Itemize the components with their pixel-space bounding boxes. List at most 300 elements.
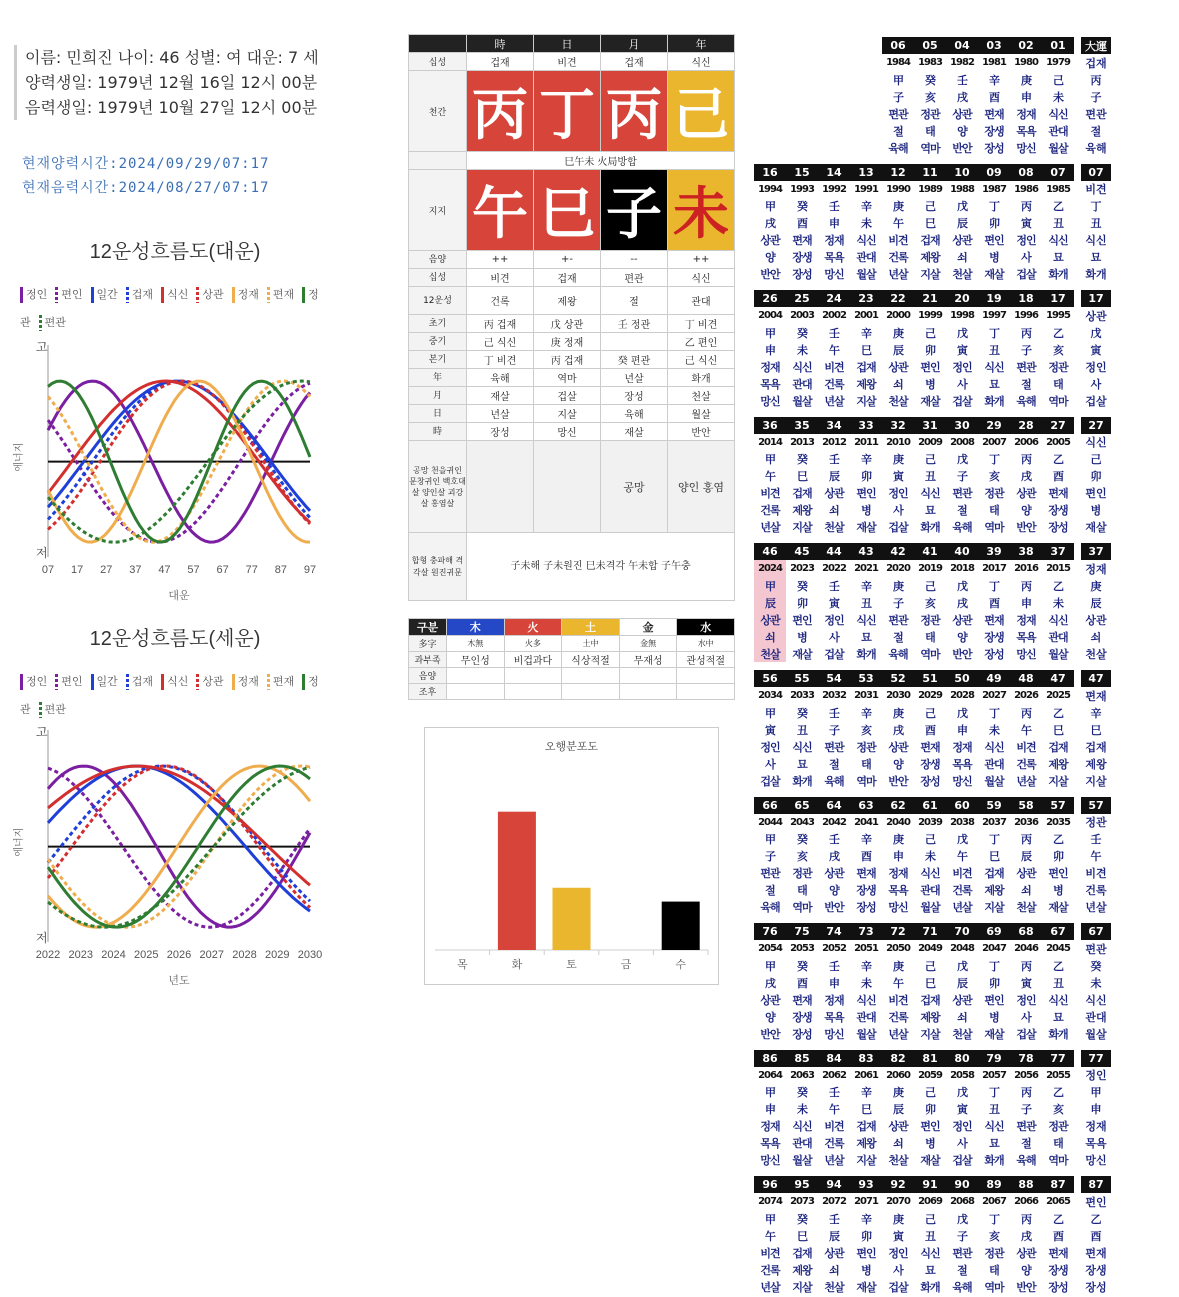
daeun-block: [754, 290, 1074, 409]
saju-cell: 己 식신: [467, 333, 534, 351]
grid-cell-years: 2018: [950, 563, 974, 575]
grid-cell-ages: 41: [914, 543, 946, 560]
grid-cell-s1: 편재: [920, 740, 940, 754]
grid-cell-s3: 망신: [952, 774, 972, 788]
x-tick-label: 2025: [134, 949, 159, 961]
daeun-cell: 상관: [1085, 309, 1107, 323]
grid-cell-years: 2063: [790, 1069, 814, 1081]
grid-cell-s1: 정관: [856, 740, 876, 754]
grid-cell-s3: 역마: [856, 774, 876, 788]
grid-cell-s1: 정관: [920, 107, 940, 121]
ohaeng-cell: 식상적절: [562, 652, 620, 668]
grid-cell-ages: 84: [818, 1050, 850, 1067]
grid-cell-s1: 정인: [952, 1120, 972, 1134]
grid-cell-s3: 겁살: [952, 1154, 972, 1168]
grid-cell-ages: 42: [882, 543, 914, 560]
grid-cell-years: 2017: [982, 563, 1006, 575]
grid-cell-ji: 酉: [797, 976, 807, 990]
daeun-block: [754, 1050, 1074, 1169]
grid-cell-gan: 辛: [861, 453, 871, 467]
grid-cell-s1: 정관: [1048, 1120, 1068, 1134]
legend-swatch: [302, 674, 305, 690]
grid-cell-ages: 47: [1042, 670, 1074, 687]
grid-cell-s1: 식신: [920, 487, 940, 501]
grid-cell-ji: 丑: [989, 343, 999, 357]
grid-cell-s2: 건록: [1016, 757, 1036, 771]
grid-cell-s2: 병: [1053, 884, 1063, 898]
y-bottom-label: 저: [36, 546, 48, 560]
grid-cell-ji: 亥: [925, 596, 935, 610]
x-tick-label: 27: [100, 564, 113, 576]
x-tick-label: 2023: [68, 949, 93, 961]
grid-cell-s2: 목욕: [952, 757, 972, 771]
legend-item: [39, 703, 66, 716]
grid-cell-ji: 申: [1021, 90, 1031, 104]
grid-cell-gan: 庚: [893, 1086, 903, 1100]
grid-cell-s3: 년살: [824, 394, 844, 408]
grid-cell-ji: 寅: [957, 343, 967, 357]
grid-cell-years: 1996: [1014, 310, 1038, 322]
ohaeng-table: [408, 618, 735, 700]
daeun-block: [754, 543, 1074, 662]
legend-label: 편관: [44, 703, 66, 716]
grid-cell-s3: 역마: [984, 1280, 1004, 1294]
grid-cell-s3: 장성: [984, 141, 1004, 155]
hap-label: 합형 충파해 격각살 원진귀문: [409, 533, 467, 601]
grid-cell-ages: 09: [978, 164, 1010, 181]
grid-cell-ji: 未: [861, 976, 871, 990]
grid-cell-ji: 戌: [893, 723, 903, 737]
grid-cell-s1: 정인: [888, 487, 908, 501]
grid-cell-s3: 겁살: [888, 1280, 908, 1294]
ohaeng-cell: 金無: [619, 636, 677, 652]
y-top-label: 고: [36, 725, 48, 739]
grid-cell-s3: 화개: [984, 394, 1004, 408]
grid-cell-s1: 정재: [760, 1120, 780, 1134]
grid-cell-ji: 寅: [765, 723, 775, 737]
grid-cell-s3: 년살: [1016, 774, 1036, 788]
grid-cell-s2: 쇠: [829, 504, 839, 518]
grid-cell-years: 2011: [854, 436, 878, 448]
grid-cell-ages: 11: [914, 164, 946, 181]
grid-cell-gan: 丁: [989, 1212, 999, 1226]
grid-cell-s2: 장생: [1048, 504, 1068, 518]
grid-cell-gan: 辛: [861, 200, 871, 214]
daeun-cell: 망신: [1085, 1154, 1107, 1168]
daeun-cell: 장생: [1085, 1263, 1107, 1277]
grid-cell-s1: 식신: [792, 360, 812, 374]
grid-cell-s1: 정인: [1016, 993, 1036, 1007]
daeun-column: [1081, 417, 1111, 536]
sipsung-cell: 겁재: [601, 53, 668, 71]
saju-cell: 장성: [601, 387, 668, 405]
legend-item: [91, 675, 118, 688]
saju-cell: 식신: [668, 269, 735, 287]
grid-cell-s1: 겁재: [920, 993, 940, 1007]
grid-cell-ages: 44: [818, 543, 850, 560]
grid-cell-gan: 己: [925, 706, 935, 720]
grid-cell-s3: 재살: [984, 268, 1004, 282]
grid-cell-s1: 비견: [888, 234, 908, 248]
grid-cell-gan: 甲: [765, 200, 775, 214]
grid-cell-years: 1997: [982, 310, 1006, 322]
daeun-column: [1081, 1176, 1111, 1295]
grid-cell-ji: 子: [957, 470, 967, 484]
grid-cell-gan: 戊: [957, 1086, 967, 1100]
grid-cell-s2: 목욕: [1016, 630, 1036, 644]
grid-cell-s3: 화개: [920, 521, 940, 535]
grid-cell-s2: 묘: [1053, 251, 1063, 265]
grid-cell-ages: 51: [914, 670, 946, 687]
ohaeng-cell: [677, 668, 735, 684]
grid-cell-ji: 戌: [765, 976, 775, 990]
grid-cell-s3: 겁살: [1016, 1027, 1036, 1041]
grid-cell-s2: 관대: [1048, 124, 1068, 138]
grid-cell-s3: 천살: [754, 645, 786, 662]
grid-cell-s2: 건록: [760, 1263, 780, 1277]
grid-cell-s3: 월살: [856, 1027, 876, 1041]
grid-cell-s3: 재살: [920, 394, 940, 408]
x-tick-label: 97: [303, 564, 317, 576]
daeun-cell: 甲: [1090, 1086, 1102, 1100]
jiji-hour: 午: [467, 170, 534, 251]
grid-cell-s2: 묘: [989, 377, 999, 391]
grid-cell-ages: 14: [818, 164, 850, 181]
grid-cell-ji: 亥: [989, 1229, 999, 1243]
grid-cell-years: 2069: [918, 1196, 942, 1208]
legend-item: [196, 288, 223, 301]
grid-cell-s2: 절: [893, 630, 903, 644]
saju-cell: 戊 상관: [534, 315, 601, 333]
grid-cell-gan: 甲: [765, 959, 775, 973]
grid-cell-s3: 천살: [952, 268, 972, 282]
daeun-age: 57: [1081, 797, 1111, 814]
legend-swatch: [196, 674, 199, 690]
x-tick-label: 37: [129, 564, 142, 576]
grid-cell-ji: 巳: [861, 1103, 871, 1117]
grid-cell-s2: 병: [861, 504, 871, 518]
grid-cell-gan: 乙: [1053, 959, 1063, 973]
daeun-cell: 庚: [1090, 579, 1102, 593]
daeun-column: [1081, 1050, 1111, 1169]
grid-cell-ji: 戌: [1021, 1229, 1031, 1243]
grid-cell-years: 2027: [982, 690, 1006, 701]
grid-cell-s2: 목욕: [1016, 124, 1036, 138]
y-top-label: 고: [36, 340, 48, 354]
grid-cell-gan: 丁: [989, 579, 999, 593]
grid-cell-s2: 건록: [760, 504, 780, 518]
grid-cell-ji: 辰: [957, 976, 967, 990]
grid-cell-gan: 乙: [1053, 453, 1063, 467]
legend-item: [126, 675, 153, 688]
grid-cell-s2: 태: [797, 884, 807, 898]
grid-cell-gan: 甲: [765, 833, 775, 847]
daeun-cell: 지살: [1085, 774, 1107, 788]
row-label: 지지: [409, 170, 467, 251]
grid-cell-s3: 천살: [824, 1280, 844, 1294]
grid-cell-s2: 목욕: [824, 251, 844, 265]
daeun-age: 37: [1081, 543, 1111, 560]
legend-swatch: [55, 674, 58, 690]
grid-cell-years: 2000: [886, 310, 910, 322]
grid-cell-ages: 31: [914, 417, 946, 434]
grid-cell-s1: 편재: [1048, 1246, 1068, 1260]
grid-cell-ages: 66: [754, 797, 786, 814]
grid-cell-s1: 겁재: [984, 867, 1004, 881]
legend-swatch: [196, 287, 199, 303]
grid-cell-years: 2033: [790, 690, 814, 701]
grid-cell-s1: 정관: [984, 487, 1004, 501]
grid-cell-years: 2020: [886, 563, 910, 575]
grid-cell-ages: 89: [978, 1176, 1010, 1193]
saju-cell: ++: [668, 251, 735, 269]
grid-cell-ages: 23: [850, 290, 882, 307]
grid-cell-ji: 酉: [797, 217, 807, 231]
grid-cell-s1: 겁재: [920, 234, 940, 248]
grid-cell-s3: 천살: [952, 1027, 972, 1041]
daeun-column: [1081, 670, 1111, 789]
grid-cell-s1: 정재: [1016, 613, 1036, 627]
cheongan-month: 丙: [601, 71, 668, 152]
grid-cell-s3: 월살: [856, 268, 876, 282]
grid-cell-gan: 丁: [989, 959, 999, 973]
grid-cell-ji: 丑: [925, 470, 935, 484]
grid-cell-ages: 40: [946, 543, 978, 560]
grid-cell-ji: 酉: [989, 90, 999, 104]
grid-cell-gan: 癸: [797, 706, 807, 720]
seun-flow-chart: [8, 720, 328, 1000]
jiji-day: 巳: [534, 170, 601, 251]
grid-cell-s1: 겁재: [856, 360, 876, 374]
grid-cell-s2: 쇠: [957, 1010, 967, 1024]
grid-cell-s1: 편관: [952, 487, 972, 501]
grid-cell-years: 1995: [1046, 310, 1070, 322]
grid-cell-years: 1990: [886, 183, 910, 195]
grid-cell-ji: 丑: [925, 1229, 935, 1243]
grid-cell-s1: 상관: [824, 487, 844, 501]
grid-cell-ages: 54: [818, 670, 850, 687]
daeun-cell: 丑: [1090, 217, 1102, 231]
daeun-cell: 병: [1090, 504, 1102, 518]
grid-cell-s2: 제왕: [856, 1137, 876, 1151]
legend-item: [161, 288, 188, 301]
grid-cell-s2: 쇠: [754, 628, 786, 645]
legend-swatch: [126, 287, 129, 303]
grid-cell-s2: 제왕: [920, 251, 940, 265]
grid-cell-gan: 戊: [957, 453, 967, 467]
ohaeng-head-label: 구분: [409, 619, 447, 636]
saju-cell: 역마: [534, 369, 601, 387]
grid-cell-s3: 망신: [824, 268, 844, 282]
grid-cell-s2: 병: [797, 630, 807, 644]
grid-cell-s2: 태: [989, 1263, 999, 1277]
jiji-month: 子: [601, 170, 668, 251]
grid-cell-ji: 卯: [989, 976, 999, 990]
grid-cell-ages: 62: [882, 797, 914, 814]
solar-birthday: 양력생일: 1979년 12월 16일 12시 00분: [25, 73, 318, 92]
grid-cell-s3: 지살: [1048, 774, 1068, 788]
grid-cell-years: 2070: [886, 1196, 910, 1208]
grid-cell-ji: 丑: [797, 723, 807, 737]
grid-cell-s2: 건록: [952, 884, 972, 898]
grid-cell-s1: 식신: [1048, 613, 1068, 627]
grid-cell-s2: 양: [957, 124, 967, 138]
grid-cell-s1: 편관: [824, 740, 844, 754]
grid-cell-ages: 61: [914, 797, 946, 814]
saju-cell: 丁 비견: [668, 315, 735, 333]
grid-cell-s2: 건록: [824, 1137, 844, 1151]
grid-cell-ages: 01: [1042, 37, 1074, 54]
grid-cell-s3: 장성: [792, 268, 812, 282]
grid-cell-years: 2006: [1014, 436, 1038, 448]
grid-cell-years: 2067: [982, 1196, 1006, 1208]
grid-cell-ji: 寅: [957, 1103, 967, 1117]
grid-cell-gan: 癸: [797, 833, 807, 847]
ohaeng-cell: [447, 684, 505, 700]
daeun-cell: 건록: [1085, 884, 1107, 898]
legend-label: 겁재: [131, 675, 154, 688]
daeun-column: [1081, 164, 1111, 283]
grid-cell-s2: 목욕: [760, 1137, 780, 1151]
grid-cell-s2: 병: [989, 251, 999, 265]
grid-cell-ji: 亥: [989, 470, 999, 484]
grid-cell-ji: 未: [925, 850, 935, 864]
grid-cell-ages: 22: [882, 290, 914, 307]
grid-cell-years: 2025: [1046, 690, 1070, 701]
grid-cell-s3: 육해: [952, 1280, 972, 1294]
daeun-age: 67: [1081, 923, 1111, 940]
grid-cell-s1: 상관: [888, 360, 908, 374]
saju-cell: 절: [601, 287, 668, 315]
row-label: 음양: [409, 668, 447, 684]
grid-cell-ages: 74: [818, 923, 850, 940]
grid-cell-s1: 비견: [824, 360, 844, 374]
saju-cell: +-: [534, 251, 601, 269]
grid-cell-s1: 겁재: [856, 1120, 876, 1134]
bar-화: [498, 812, 536, 950]
grid-cell-gan: 己: [925, 200, 935, 214]
daeun-age: 27: [1081, 417, 1111, 434]
legend-swatch: [20, 287, 23, 303]
grid-cell-gan: 丙: [1021, 1212, 1031, 1226]
daeun-cell: 편인: [1085, 1195, 1107, 1209]
grid-cell-gan: 庚: [893, 579, 903, 593]
grid-cell-s1: 식신: [984, 1120, 1004, 1134]
daeun-cell: 천살: [1085, 647, 1107, 661]
daeun-age: 87: [1081, 1176, 1111, 1193]
grid-cell-years: 2005: [1046, 436, 1070, 448]
grid-cell-s3: 월살: [920, 901, 940, 915]
ohaeng-earth: 土: [562, 619, 620, 636]
grid-cell-s1: 상관: [952, 107, 972, 121]
grid-cell-s2: 건록: [888, 251, 908, 265]
grid-cell-s3: 년살: [888, 1027, 908, 1041]
grid-cell-years: 1991: [854, 183, 878, 195]
grid-cell-years: 2038: [950, 816, 974, 828]
x-tick-label: 17: [70, 564, 84, 576]
grid-cell-s2: 태: [925, 124, 935, 138]
x-tick-label: 2027: [199, 949, 224, 961]
daeun-block: [754, 1176, 1074, 1295]
saju-cell: 망신: [534, 423, 601, 441]
grid-cell-ages: 27: [1042, 417, 1074, 434]
grid-cell-ages: 75: [786, 923, 818, 940]
grid-cell-s1: 겁재: [792, 1246, 812, 1260]
daeun-cell: 壬: [1090, 833, 1102, 847]
grid-cell-gan: 丁: [989, 326, 999, 340]
grid-cell-ages: 72: [882, 923, 914, 940]
grid-cell-s1: 편재: [984, 107, 1004, 121]
grid-cell-s3: 육해: [952, 521, 972, 535]
grid-cell-s2: 쇠: [893, 1137, 903, 1151]
grid-cell-s3: 재살: [1048, 901, 1068, 915]
sinsal-cell: [534, 441, 601, 533]
daeun-cell: 겁살: [1085, 394, 1107, 408]
daeun-cell: 寅: [1090, 343, 1102, 357]
grid-cell-years: 2028: [950, 690, 974, 701]
grid-cell-years: 2045: [1046, 943, 1070, 955]
bar-category-label: 수: [675, 959, 687, 971]
grid-cell-s2: 태: [1053, 377, 1063, 391]
daeun-column: [1081, 923, 1111, 1042]
grid-cell-gan: 癸: [797, 579, 807, 593]
grid-cell-gan: 丙: [1021, 453, 1031, 467]
grid-cell-s1: 편재: [856, 867, 876, 881]
grid-cell-gan: 丁: [989, 200, 999, 214]
grid-cell-s3: 재살: [856, 1280, 876, 1294]
grid-cell-ages: 29: [978, 417, 1010, 434]
grid-cell-s1: 편관: [1016, 1120, 1036, 1134]
grid-cell-gan: 庚: [1021, 73, 1031, 87]
y-axis-label: 에너지: [14, 827, 25, 857]
grid-cell-s2: 목욕: [760, 377, 780, 391]
daeun-cell: 정인: [1085, 360, 1107, 374]
grid-cell-ages: 78: [1010, 1050, 1042, 1067]
x-tick-label: 2028: [232, 949, 257, 961]
daeun-cell: 편재: [1085, 689, 1107, 703]
lunar-birthday: 음력생일: 1979년 10월 27일 12시 00분: [25, 98, 318, 117]
grid-cell-s2: 양: [765, 251, 775, 265]
legend-item: [91, 288, 118, 301]
legend-swatch: [20, 674, 23, 690]
grid-cell-ji: 丑: [1053, 976, 1063, 990]
grid-cell-ages: 13: [850, 164, 882, 181]
grid-cell-years: 2010: [886, 436, 910, 448]
grid-cell-years: 1993: [790, 183, 814, 195]
grid-cell-years: 1987: [982, 183, 1006, 195]
grid-cell-s3: 장성: [1048, 521, 1068, 535]
grid-cell-s1: 상관: [760, 993, 780, 1007]
grid-cell-ages: 80: [946, 1050, 978, 1067]
grid-cell-gan: 己: [1053, 73, 1063, 87]
x-tick-label: 2022: [35, 949, 61, 961]
legend-label: 편인: [61, 288, 83, 301]
ohaeng-cell: [504, 668, 562, 684]
grid-cell-s1: 정관: [920, 613, 940, 627]
legend-label: 정인: [26, 675, 48, 688]
grid-cell-s1: 겁재: [792, 487, 812, 501]
grid-cell-ages: 63: [850, 797, 882, 814]
grid-cell-s1: 식신: [856, 613, 876, 627]
grid-cell-years: 1979: [1046, 57, 1070, 68]
grid-cell-s1: 편인: [1048, 867, 1068, 881]
grid-cell-s2: 절: [893, 124, 903, 138]
ohaeng-cell: 木無: [447, 636, 505, 652]
grid-cell-years: 2057: [982, 1069, 1006, 1081]
daeun-age: 77: [1081, 1050, 1111, 1067]
hap-cell: 子未해 子未원진 巳未격각 午未합 子午충: [467, 533, 735, 601]
ohaeng-cell: [619, 668, 677, 684]
